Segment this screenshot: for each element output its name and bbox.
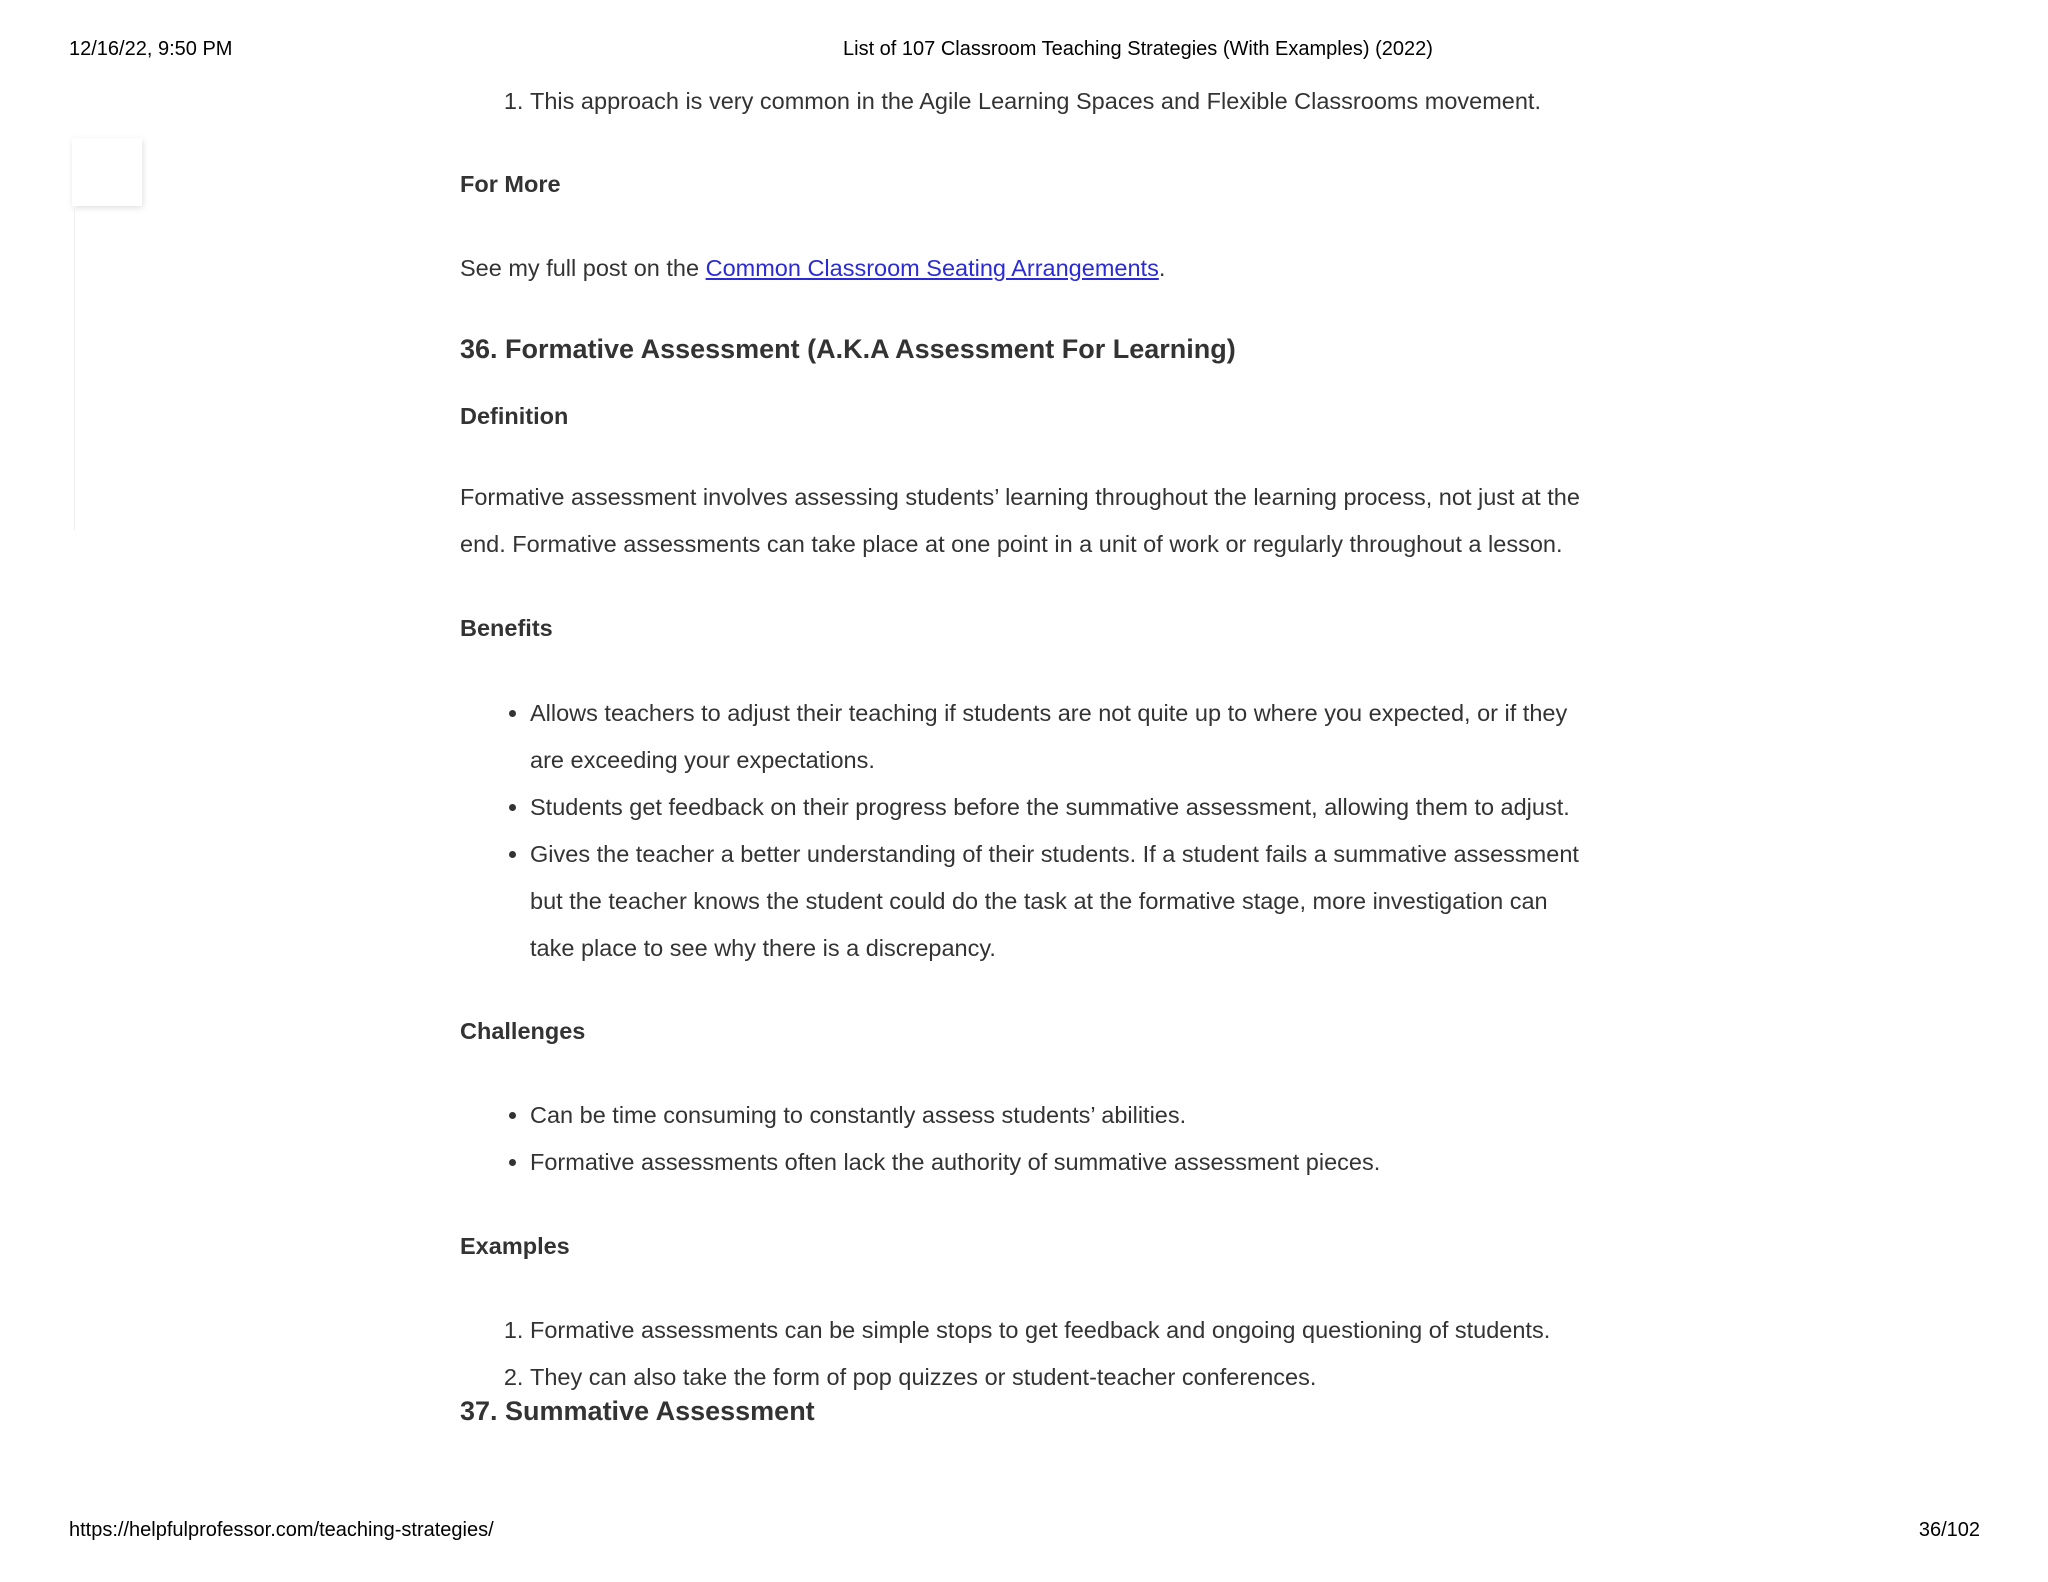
definition-label: Definition [460, 403, 569, 429]
list-item: • Students get feedback on their progress before the summative assessment, allowing them to adjust. [530, 784, 1590, 831]
see-suffix: . [1158, 255, 1166, 281]
section-heading-37: 37. Summative Assessment [460, 1396, 815, 1426]
list-item: 1. Formative assessments can be simple stops to get feedback and ongoing questioning of students. [530, 1307, 1590, 1354]
examples-list [460, 1307, 1590, 1401]
sidebar-divider [74, 208, 75, 530]
benefits-list [460, 690, 1590, 972]
see-prefix: See my full post on the [460, 255, 706, 281]
list-item: • Gives the teacher a better understanding of their students. If a student fails a summative assessment but the teacher knows the student could do the task at the formative stage, more investigation can take place to see why there is a discrepancy. [530, 831, 1590, 972]
floating-share-widget [72, 138, 142, 206]
print-header [0, 38, 2048, 64]
previous-example-list [460, 78, 1590, 125]
list-item: • Allows teachers to adjust their teaching if students are not quite up to where you expected, or if they are exceeding your expectations. [530, 690, 1590, 784]
list-item: • Can be time consuming to constantly assess students’ abilities. [530, 1092, 1590, 1139]
seating-arrangements-link[interactable]: Common Classroom Seating Arrangements [705, 255, 1159, 281]
list-item: 1. This approach is very common in the Agile Learning Spaces and Flexible Classrooms movement. [530, 78, 1590, 125]
see-more-paragraph [460, 245, 1590, 292]
for-more-label: For More [460, 171, 561, 197]
list-item: 2. They can also take the form of pop quizzes or student-teacher conferences. [530, 1354, 1590, 1401]
benefits-label: Benefits [460, 615, 553, 641]
challenges-label: Challenges [460, 1018, 586, 1044]
print-date: 12/16/22, 9:50 PM [69, 38, 233, 60]
definition-text: Formative assessment involves assessing students’ learning throughout the learning process, not just at the end. Formative assessments can take place at one point in a unit of work or regularly throughout a lesson. [460, 484, 1580, 557]
challenges-list [460, 1092, 1590, 1186]
page-url: https://helpfulprofessor.com/teaching-strategies/ [69, 1519, 494, 1541]
examples-label: Examples [460, 1233, 570, 1259]
print-footer [0, 1519, 2048, 1545]
section-heading-36: 36. Formative Assessment (A.K.A Assessment For Learning) [460, 334, 1236, 364]
page-number: 36/102 [1918, 1519, 1980, 1541]
list-item: • Formative assessments often lack the authority of summative assessment pieces. [530, 1139, 1590, 1186]
print-title: List of 107 Classroom Teaching Strategies (With Examples) (2022) [843, 38, 1433, 60]
